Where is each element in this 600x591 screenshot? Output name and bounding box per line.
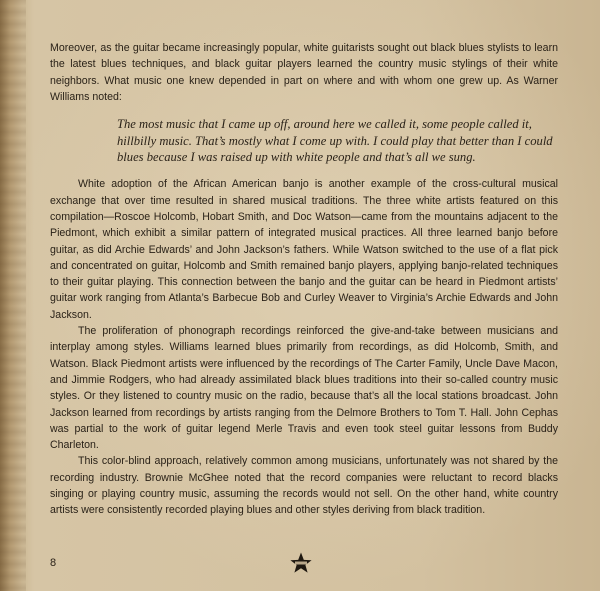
paragraph-banjo: White adoption of the African American banjo is another example of the cross-cultural musical exchange that over time resulted in shared musical traditions. The three white artists featured on this compilation—Roscoe Holcomb, Hobart Smith, and Doc Watson—came from the mountains adjacent to the Piedmont, which exhibit a similar pattern of integrated musical practices. All three learned banjo before guitar, as did Archie Edwards’ and John Jackson’s fathers. While Watson switched to the use of a flat pick and concentrated on guitar, Holcomb and Smith remained banjo players, applying banjo-related techniques to their guitar playing. This connection between the banjo and the guitar can be heard in Piedmont artists’ guitar work ranging from Atlanta’s Barbecue Bob and Curley Weaver to Virginia’s Archie Edwards and John Jackson. [50,178,558,321]
star-icon [289,551,313,575]
block-quote: The most music that I came up off, around here we called it, some people called it, hillbilly music. That’s mostly what I come up with. I could play that better than I could blues because I was raised up with white people and that’s all we sung. [117,117,553,164]
book-spine-edge [0,0,26,591]
body-text [50,40,558,519]
paragraph-color-blind: This color-blind approach, relatively common among musicians, unfortunately was not shared by the recording industry. Brownie McGhee noted that the record companies were reluctant to record blacks singing or playing country music, assuming the records would not sell. On the other hand, white country artists were consistently recorded playing blues and other styles deriving from black tradition. [50,455,558,517]
paragraph-intro: Moreover, as the guitar became increasingly popular, white guitarists sought out black blues stylists to learn the latest blues techniques, and black guitar players learned the country music stylings of their white neighbors. What music one knew depended in part on where and with whom one grew up. As Warner Williams noted: [50,42,558,103]
page-number: 8 [50,557,57,569]
paragraph-recordings: The proliferation of phonograph recordings reinforced the give-and-take between musicians and interplay among styles. Williams learned blues primarily from recordings, as did Holcomb, Smith, and Watson. Black Piedmont artists were influenced by the recordings of The Carter Family, Uncle Dave Macon, and Jimmie Rodgers, who had already assimilated black blues traditions into their so-called country music styles. Or they listened to country music on the radio, because that’s all the local stations broadcast. John Jackson learned from recordings by artists ranging from the Delmore Brothers to Tom T. Hall. John Cephas was partial to the work of guitar legend Merle Travis and even took steel guitar lessons from Buddy Charleton. [50,325,558,452]
